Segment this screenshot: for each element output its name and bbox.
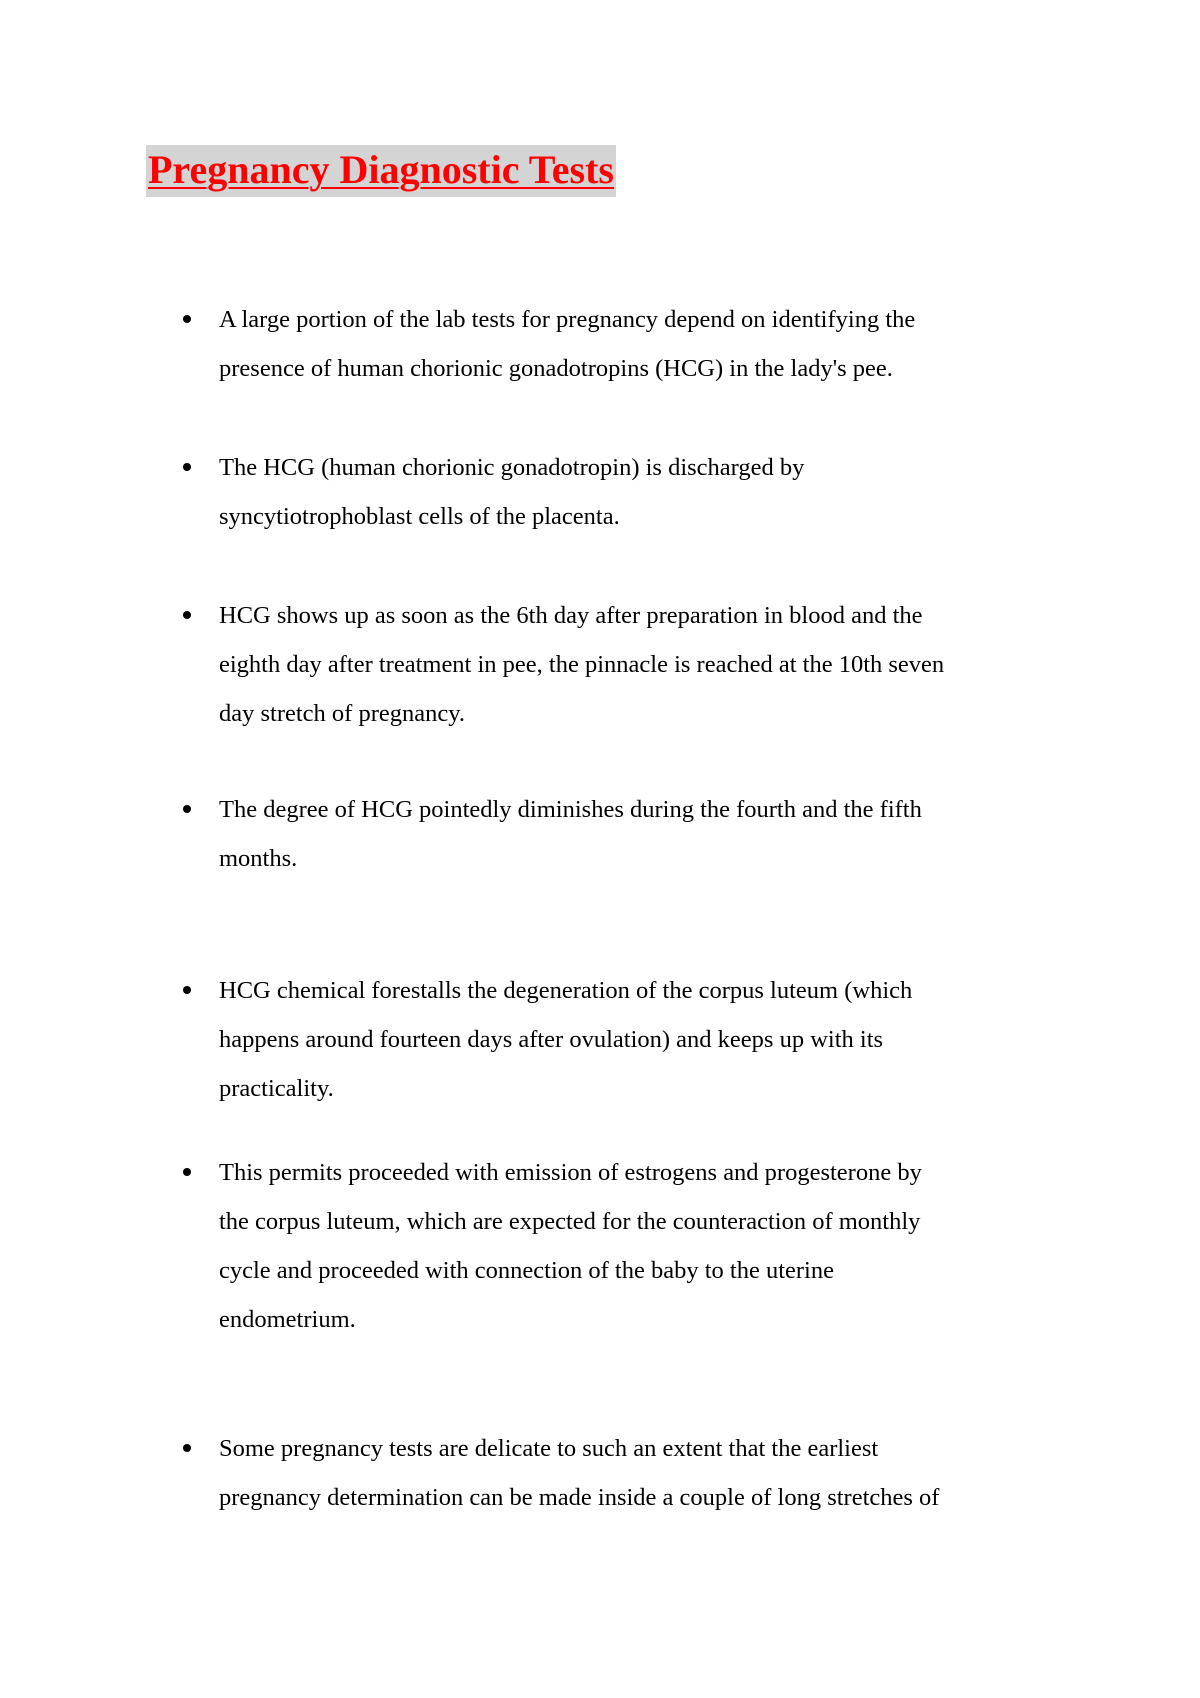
bullet-dot-icon	[183, 805, 191, 813]
bullet-text	[219, 1424, 1079, 1522]
bullet-dot-icon	[183, 463, 191, 471]
bullet-text-line: happens around fourteen days after ovulation) and keeps up with its	[219, 1026, 884, 1053]
bullet-text-line: eighth day after treatment in pee, the pinnacle is reached at the 10th seven	[219, 651, 945, 678]
bullet-text	[219, 785, 1079, 883]
bullet-text-line: day stretch of pregnancy.	[219, 700, 466, 727]
bullet-text-line: practicality.	[219, 1075, 334, 1102]
bullet-text	[219, 443, 1079, 541]
bullet-text-line: HCG chemical forestalls the degeneration of the corpus luteum (which	[219, 977, 913, 1004]
bullet-text-line: cycle and proceeded with connection of the baby to the uterine	[219, 1257, 834, 1284]
bullet-text-line: syncytiotrophoblast cells of the placenta.	[219, 503, 620, 530]
bullet-text-line: HCG shows up as soon as the 6th day after preparation in blood and the	[219, 602, 923, 629]
bullet-dot-icon	[183, 1444, 191, 1452]
bullet-text-line: endometrium.	[219, 1306, 356, 1333]
bullet-dot-icon	[183, 315, 191, 323]
bullet-text	[219, 1148, 1079, 1344]
bullet-text-line: Some pregnancy tests are delicate to such an extent that the earliest	[219, 1435, 879, 1462]
bullet-text-line: This permits proceeded with emission of estrogens and progesterone by	[219, 1159, 922, 1186]
bullet-text-line: months.	[219, 845, 298, 872]
bullet-text	[219, 295, 1079, 393]
bullet-text-line: A large portion of the lab tests for pregnancy depend on identifying the	[219, 306, 916, 333]
bullet-dot-icon	[183, 986, 191, 994]
bullet-dot-icon	[183, 611, 191, 619]
bullet-text-line: The HCG (human chorionic gonadotropin) is discharged by	[219, 454, 805, 481]
bullet-text-line: pregnancy determination can be made inside a couple of long stretches of	[219, 1484, 940, 1511]
bullet-text	[219, 966, 1079, 1113]
bullet-text-line: the corpus luteum, which are expected for the counteraction of monthly	[219, 1208, 921, 1235]
bullet-text	[219, 591, 1079, 738]
bullet-text-line: The degree of HCG pointedly diminishes during the fourth and the fifth	[219, 796, 922, 823]
bullet-dot-icon	[183, 1168, 191, 1176]
bullet-text-line: presence of human chorionic gonadotropins (HCG) in the lady's pee.	[219, 355, 893, 382]
document-title: Pregnancy Diagnostic Tests	[146, 145, 616, 197]
